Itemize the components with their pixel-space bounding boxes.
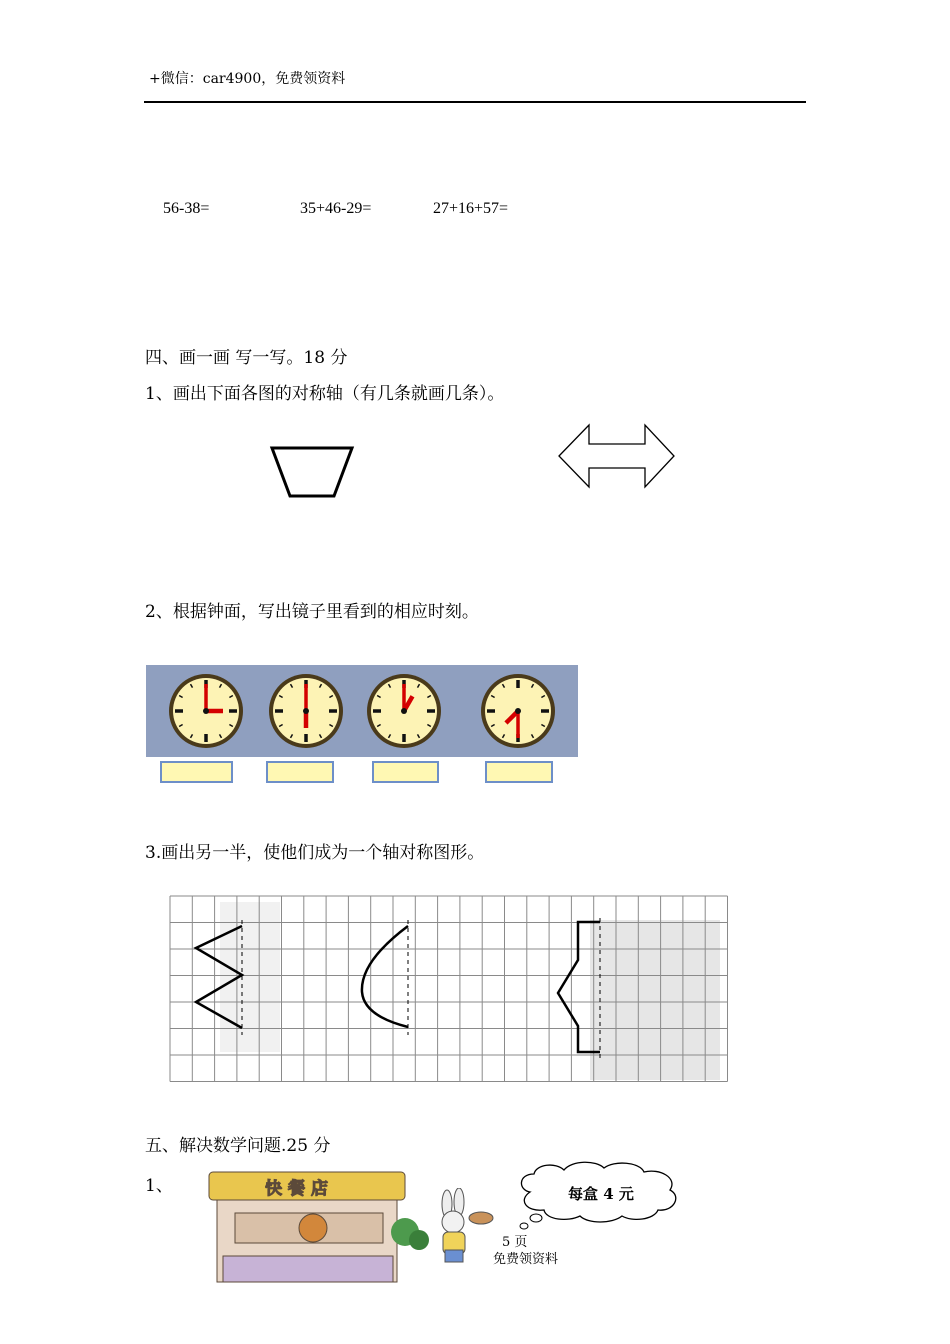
question-4-1: 1、画出下面各图的对称轴（有几条就画几条）。 bbox=[145, 384, 505, 404]
clock-face bbox=[169, 674, 243, 748]
clock-center bbox=[303, 708, 309, 714]
grid-background-image bbox=[220, 902, 280, 1052]
clock-face bbox=[269, 674, 343, 748]
equation-3: 27+16+57= bbox=[433, 200, 509, 217]
answer-box-4[interactable] bbox=[485, 761, 553, 783]
price-label: 每盒 4 元 bbox=[568, 1185, 634, 1203]
answer-box-2[interactable] bbox=[266, 761, 334, 783]
double-arrow-shape bbox=[556, 422, 678, 490]
clock-center bbox=[203, 708, 209, 714]
shop-sign: 快餐店 bbox=[265, 1179, 334, 1199]
clock-center bbox=[515, 708, 521, 714]
equation-1: 56-38= bbox=[163, 200, 210, 217]
rabbit-illustration bbox=[415, 1188, 500, 1268]
grid-background-image bbox=[590, 920, 720, 1080]
question-4-3: 3.画出另一半，使他们成为一个轴对称图形。 bbox=[145, 843, 485, 863]
answer-box-1[interactable] bbox=[160, 761, 233, 783]
footer-text-fragment: 免费领资料 bbox=[493, 1252, 559, 1267]
equation-2: 35+46-29= bbox=[300, 200, 372, 217]
symmetry-grid bbox=[160, 890, 735, 1090]
header-watermark-text: +微信：car4900，免费领资料 bbox=[149, 71, 346, 87]
clock-center bbox=[401, 708, 407, 714]
header-rule bbox=[144, 101, 806, 103]
section-5-title: 五、解决数学问题.25 分 bbox=[145, 1136, 331, 1156]
section-4-title: 四、画一画 写一写。18 分 bbox=[145, 348, 348, 368]
trapezoid-shape bbox=[268, 444, 358, 500]
question-5-1-number: 1、 bbox=[145, 1176, 173, 1196]
answer-box-3[interactable] bbox=[372, 761, 439, 783]
question-4-2: 2、根据钟面，写出镜子里看到的相应时刻。 bbox=[145, 602, 479, 622]
clock-face bbox=[367, 674, 441, 748]
footer-page-fragment: 5 页 bbox=[502, 1235, 528, 1250]
clock-face bbox=[481, 674, 555, 748]
clocks-svg bbox=[146, 665, 578, 757]
